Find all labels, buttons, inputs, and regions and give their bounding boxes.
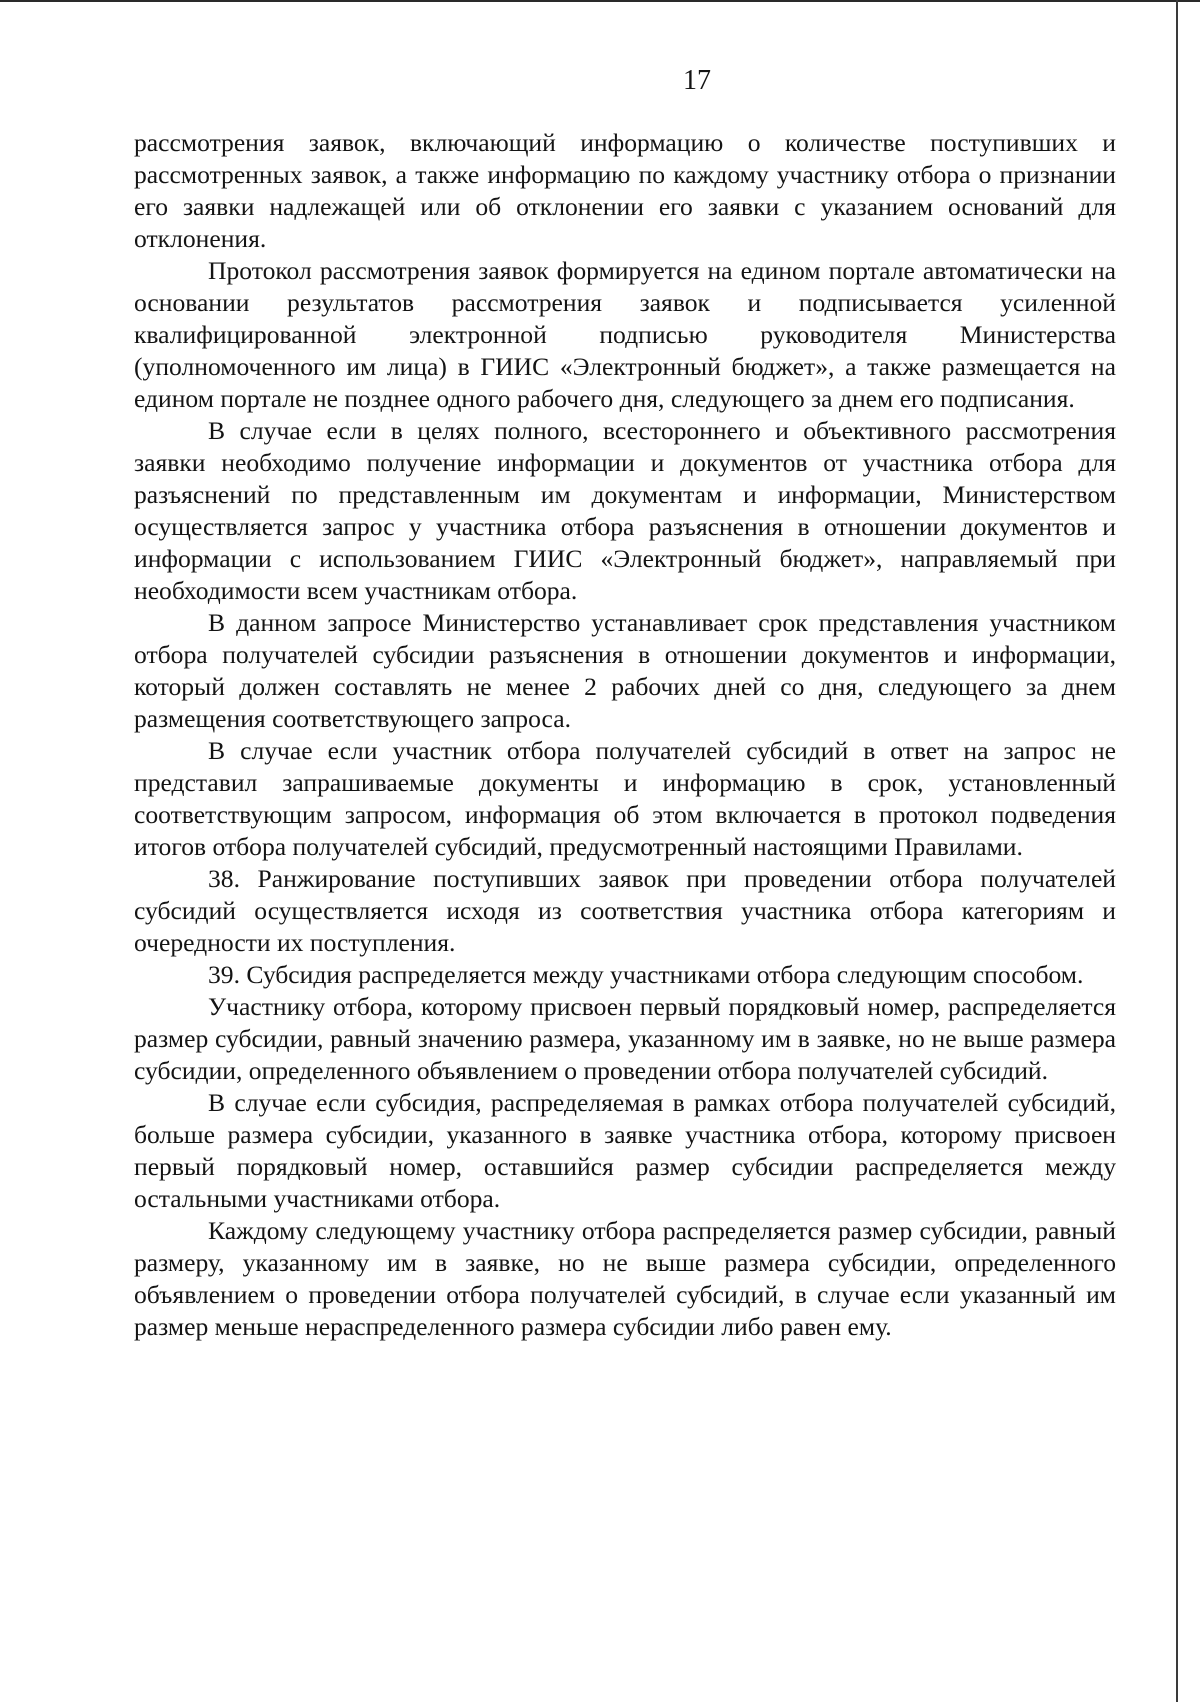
paragraph-9: В случае если субсидия, распределяемая в рамках отбора получателей субсидий, больше размера субсидии, указанного в заявке участника отбора, которому присвоен первый порядковый номер, оставшийся размер субсидии распределяется между остальными участниками отбора. [134,1088,1116,1213]
paragraph-1: рассмотрения заявок, включающий информацию о количестве поступивших и рассмотренных заявок, а также информацию по каждому участнику отбора о признании его заявки надлежащей или об отклонении его заявки с указанием оснований для отклонения. [134,128,1116,253]
paragraph-4: В данном запросе Министерство устанавливает срок представления участником отбора получателей субсидии разъяснения в отношении документов и информации, который должен составлять не менее 2 рабочих дней со дня, следующего за днем размещения соответствующего запроса. [134,608,1116,733]
scan-edge-right [1176,0,1178,1702]
paragraph-2: Протокол рассмотрения заявок формируется на едином портале автоматически на основании результатов рассмотрения заявок и подписывается усиленной квалифицированной электронной подписью руководителя Министерства (уполномоченного им лица) в ГИИС «Электронный бюджет», а также размещается на едином портале не позднее одного рабочего дня, следующего за днем его подписания. [134,256,1116,413]
document-body [134,127,1116,1343]
paragraph-8: Участнику отбора, которому присвоен первый порядковый номер, распределяется размер субсидии, равный значению размера, указанному им в заявке, но не выше размера субсидии, определенного объявлением о проведении отбора получателей субсидий. [134,992,1116,1085]
scan-edge-top [0,0,1200,2]
page-number: 17 [683,65,711,96]
paragraph-6: 38. Ранжирование поступивших заявок при проведении отбора получателей субсидий осуществляется исходя из соответствия участника отбора категориям и очередности их поступления. [134,864,1116,957]
paragraph-10: Каждому следующему участнику отбора распределяется размер субсидии, равный размеру, указанному им в заявке, но не выше размера субсидии, определенного объявлением о проведении отбора получателей субсидий, в случае если указанный им размер меньше нераспределенного размера субсидии либо равен ему. [134,1216,1116,1341]
paragraph-5: В случае если участник отбора получателей субсидий в ответ на запрос не представил запрашиваемые документы и информацию в срок, установленный соответствующим запросом, информация об этом включается в протокол подведения итогов отбора получателей субсидий, предусмотренный настоящими Правилами. [134,736,1116,861]
paragraph-7: 39. Субсидия распределяется между участниками отбора следующим способом. [208,960,1084,989]
paragraph-3: В случае если в целях полного, всестороннего и объективного рассмотрения заявки необходимо получение информации и документов от участника отбора для разъяснений по представленным им документам и информации, Министерством осуществляется запрос у участника отбора разъяснения в отношении документов и информации с использованием ГИИС «Электронный бюджет», направляемый при необходимости всем участникам отбора. [134,416,1116,605]
